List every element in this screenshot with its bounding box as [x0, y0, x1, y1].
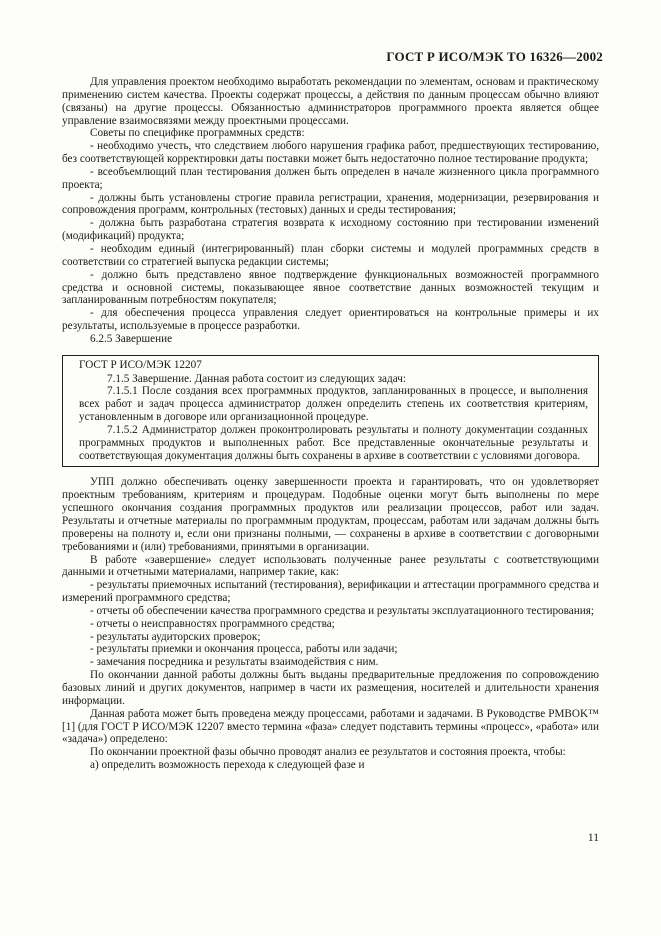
list-item: - результаты приемочных испытаний (тестирования), верификации и аттестации программного средства и измерений программного средства;: [62, 579, 599, 605]
quote-line: 7.1.5.2 Администратор должен проконтролировать результаты и полноту документации созданных программных продуктов и выполненных работ. Все представленные окончательные результаты и соответствующая документация должны быть сохранены в архиве в соответствии с условиями договора.: [79, 423, 588, 462]
standard-quote-box: [62, 355, 599, 468]
document-header: ГОСТ Р ИСО/МЭК ТО 16326—2002: [386, 49, 603, 64]
list-item: - отчеты о неисправностях программного средства;: [90, 617, 335, 630]
list-item: - должны быть установлены строгие правила регистрации, хранения, модернизации, резервирования и сопровождения программ, контрольных (тестовых) данных и среды тестирования;: [62, 191, 599, 217]
list-item: - для обеспечения процесса управления следует ориентироваться на контрольные примеры и их результаты, используемые в процессе разработки.: [62, 307, 599, 333]
document-body: [62, 76, 599, 772]
quote-line: 7.1.5.1 После создания всех программных продуктов, запланированных в процессе, и выполнения всех работ и задач процесса администратор должен определить степень их соответствия критериям, установленным в договоре или организационной процедуре.: [79, 385, 588, 424]
list-item: - результаты аудиторских проверок;: [90, 630, 261, 643]
list-item: - должна быть разработана стратегия возврата к исходному состоянию при тестировании изменений (модификаций) продукта;: [62, 217, 599, 243]
list-item: - должно быть представлено явное подтверждение функциональных возможностей программного средства и основной системы, показывающее явное соответствие данных возможностей текущим и запланированным потребностям покупателя;: [62, 268, 599, 307]
paragraph: По окончании проектной фазы обычно проводят анализ ее результатов и состояния проекта, чтобы:: [90, 746, 566, 759]
list-item: а) определить возможность перехода к следующей фазе и: [90, 759, 365, 772]
paragraph: В работе «завершение» следует использовать полученные ранее результаты с соответствующими данными и отчетными материалами, например такие, как:: [62, 553, 599, 579]
quote-line: 7.1.5 Завершение. Данная работа состоит из следующих задач:: [107, 372, 406, 385]
list-item: - необходим единый (интегрированный) план сборки системы и модулей программных средств в соответствии со стратегией выпуска редакции системы;: [62, 242, 599, 268]
list-item: - всеобъемлющий план тестирования должен быть определен в начале жизненного цикла программного проекта;: [62, 165, 599, 191]
paragraph: Для управления проектом необходимо выработать рекомендации по элементам, основам и практическому применению систем качества. Проекты содержат процессы, а действия по данным процессам обычно влияют (связаны) на другие процессы. Обязанностью администраторов программного проекта является общее управление взаимосвязями между проектными процессами.: [62, 76, 599, 127]
paragraph: Советы по специфике программных средств:: [90, 127, 305, 140]
quote-box-title: ГОСТ Р ИСО/МЭК 12207: [79, 358, 202, 371]
paragraph: По окончании данной работы должны быть выданы предварительные предложения по сопровождению базовых линий и других документов, например в части их размещения, носителей и длительности хранения информации.: [62, 669, 599, 707]
list-item: - результаты приемки и окончания процесса, работы или задачи;: [90, 643, 398, 656]
paragraph: Данная работа может быть проведена между процессами, работами и задачами. В Руководстве PMBOK™ [1] (для ГОСТ Р ИСО/МЭК 12207 вместо термина «фаза» следует подставить термины «процесс», «работа» или «задача») определено:: [62, 707, 599, 746]
section-heading: 6.2.5 Завершение: [90, 332, 173, 345]
list-item: - замечания посредника и результаты взаимодействия с ним.: [90, 656, 379, 669]
list-item: - необходимо учесть, что следствием любого нарушения графика работ, предшествующих тестированию, без соответствующей корректировки даты поставки может быть недостаточно полное тестирование продукта;: [62, 140, 599, 166]
page-number: 11: [587, 832, 599, 844]
paragraph: УПП должно обеспечивать оценку завершенности проекта и гарантировать, что он удовлетворяет проектным требованиям, критериям и процедурам. Подобные оценки могут быть выполнены по мере успешного окончания создания программных продуктов или реализации процессов, работ или задач. Результаты и отчетные материалы по программным продуктам, процессам, работам или задачам должны быть проверены на полноту и, если они признаны полными, — сохранены в архиве в соответствии с договорными требованиями и (или) требованиями, принятыми в организации.: [62, 476, 599, 553]
list-item: - отчеты об обеспечении качества программного средства и результаты эксплуатационного тестирования;: [90, 604, 594, 617]
